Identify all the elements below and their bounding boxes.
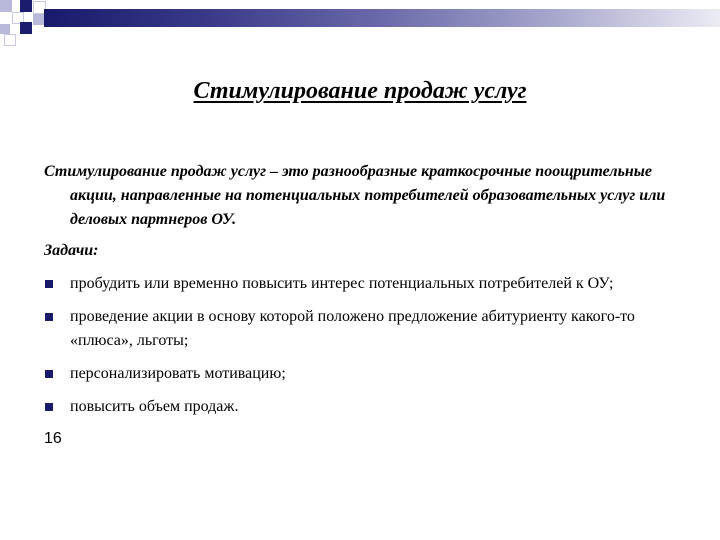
list-item-text: повысить объем продаж. bbox=[70, 398, 239, 415]
list-item bbox=[44, 362, 684, 386]
slide-content bbox=[44, 160, 684, 428]
deco-square bbox=[20, 22, 32, 34]
list-item-text: персонализировать мотивацию; bbox=[70, 365, 286, 382]
deco-square bbox=[4, 34, 16, 46]
deco-square bbox=[20, 0, 32, 12]
slide-number: 16 bbox=[44, 430, 62, 447]
deco-square bbox=[33, 14, 44, 25]
header-gradient-band bbox=[44, 9, 720, 27]
deco-square bbox=[0, 0, 12, 12]
slide-title: Стимулирование продаж услуг bbox=[193, 78, 527, 104]
list-item bbox=[44, 272, 684, 296]
definition-text: Стимулирование продаж услуг – это разнообразные краткосрочные поощрительные акции, направленные на потенциальных потребителей образовательных услуг или деловых партнеров ОУ. bbox=[44, 163, 666, 228]
tasks-list bbox=[44, 272, 684, 419]
list-item-text: пробудить или временно повысить интерес потенциальных потребителей к ОУ; bbox=[70, 275, 614, 292]
list-item bbox=[44, 395, 684, 419]
square-bullet-icon bbox=[45, 280, 53, 288]
list-item-text: проведение акции в основу которой положено предложение абитуриенту какого-то «плюса», льготы; bbox=[70, 308, 635, 349]
list-item bbox=[44, 305, 684, 353]
square-bullet-icon bbox=[45, 403, 53, 411]
square-bullet-icon bbox=[45, 313, 53, 321]
square-bullet-icon bbox=[45, 370, 53, 378]
deco-square bbox=[0, 24, 10, 34]
tasks-label: Задачи: bbox=[44, 242, 99, 259]
